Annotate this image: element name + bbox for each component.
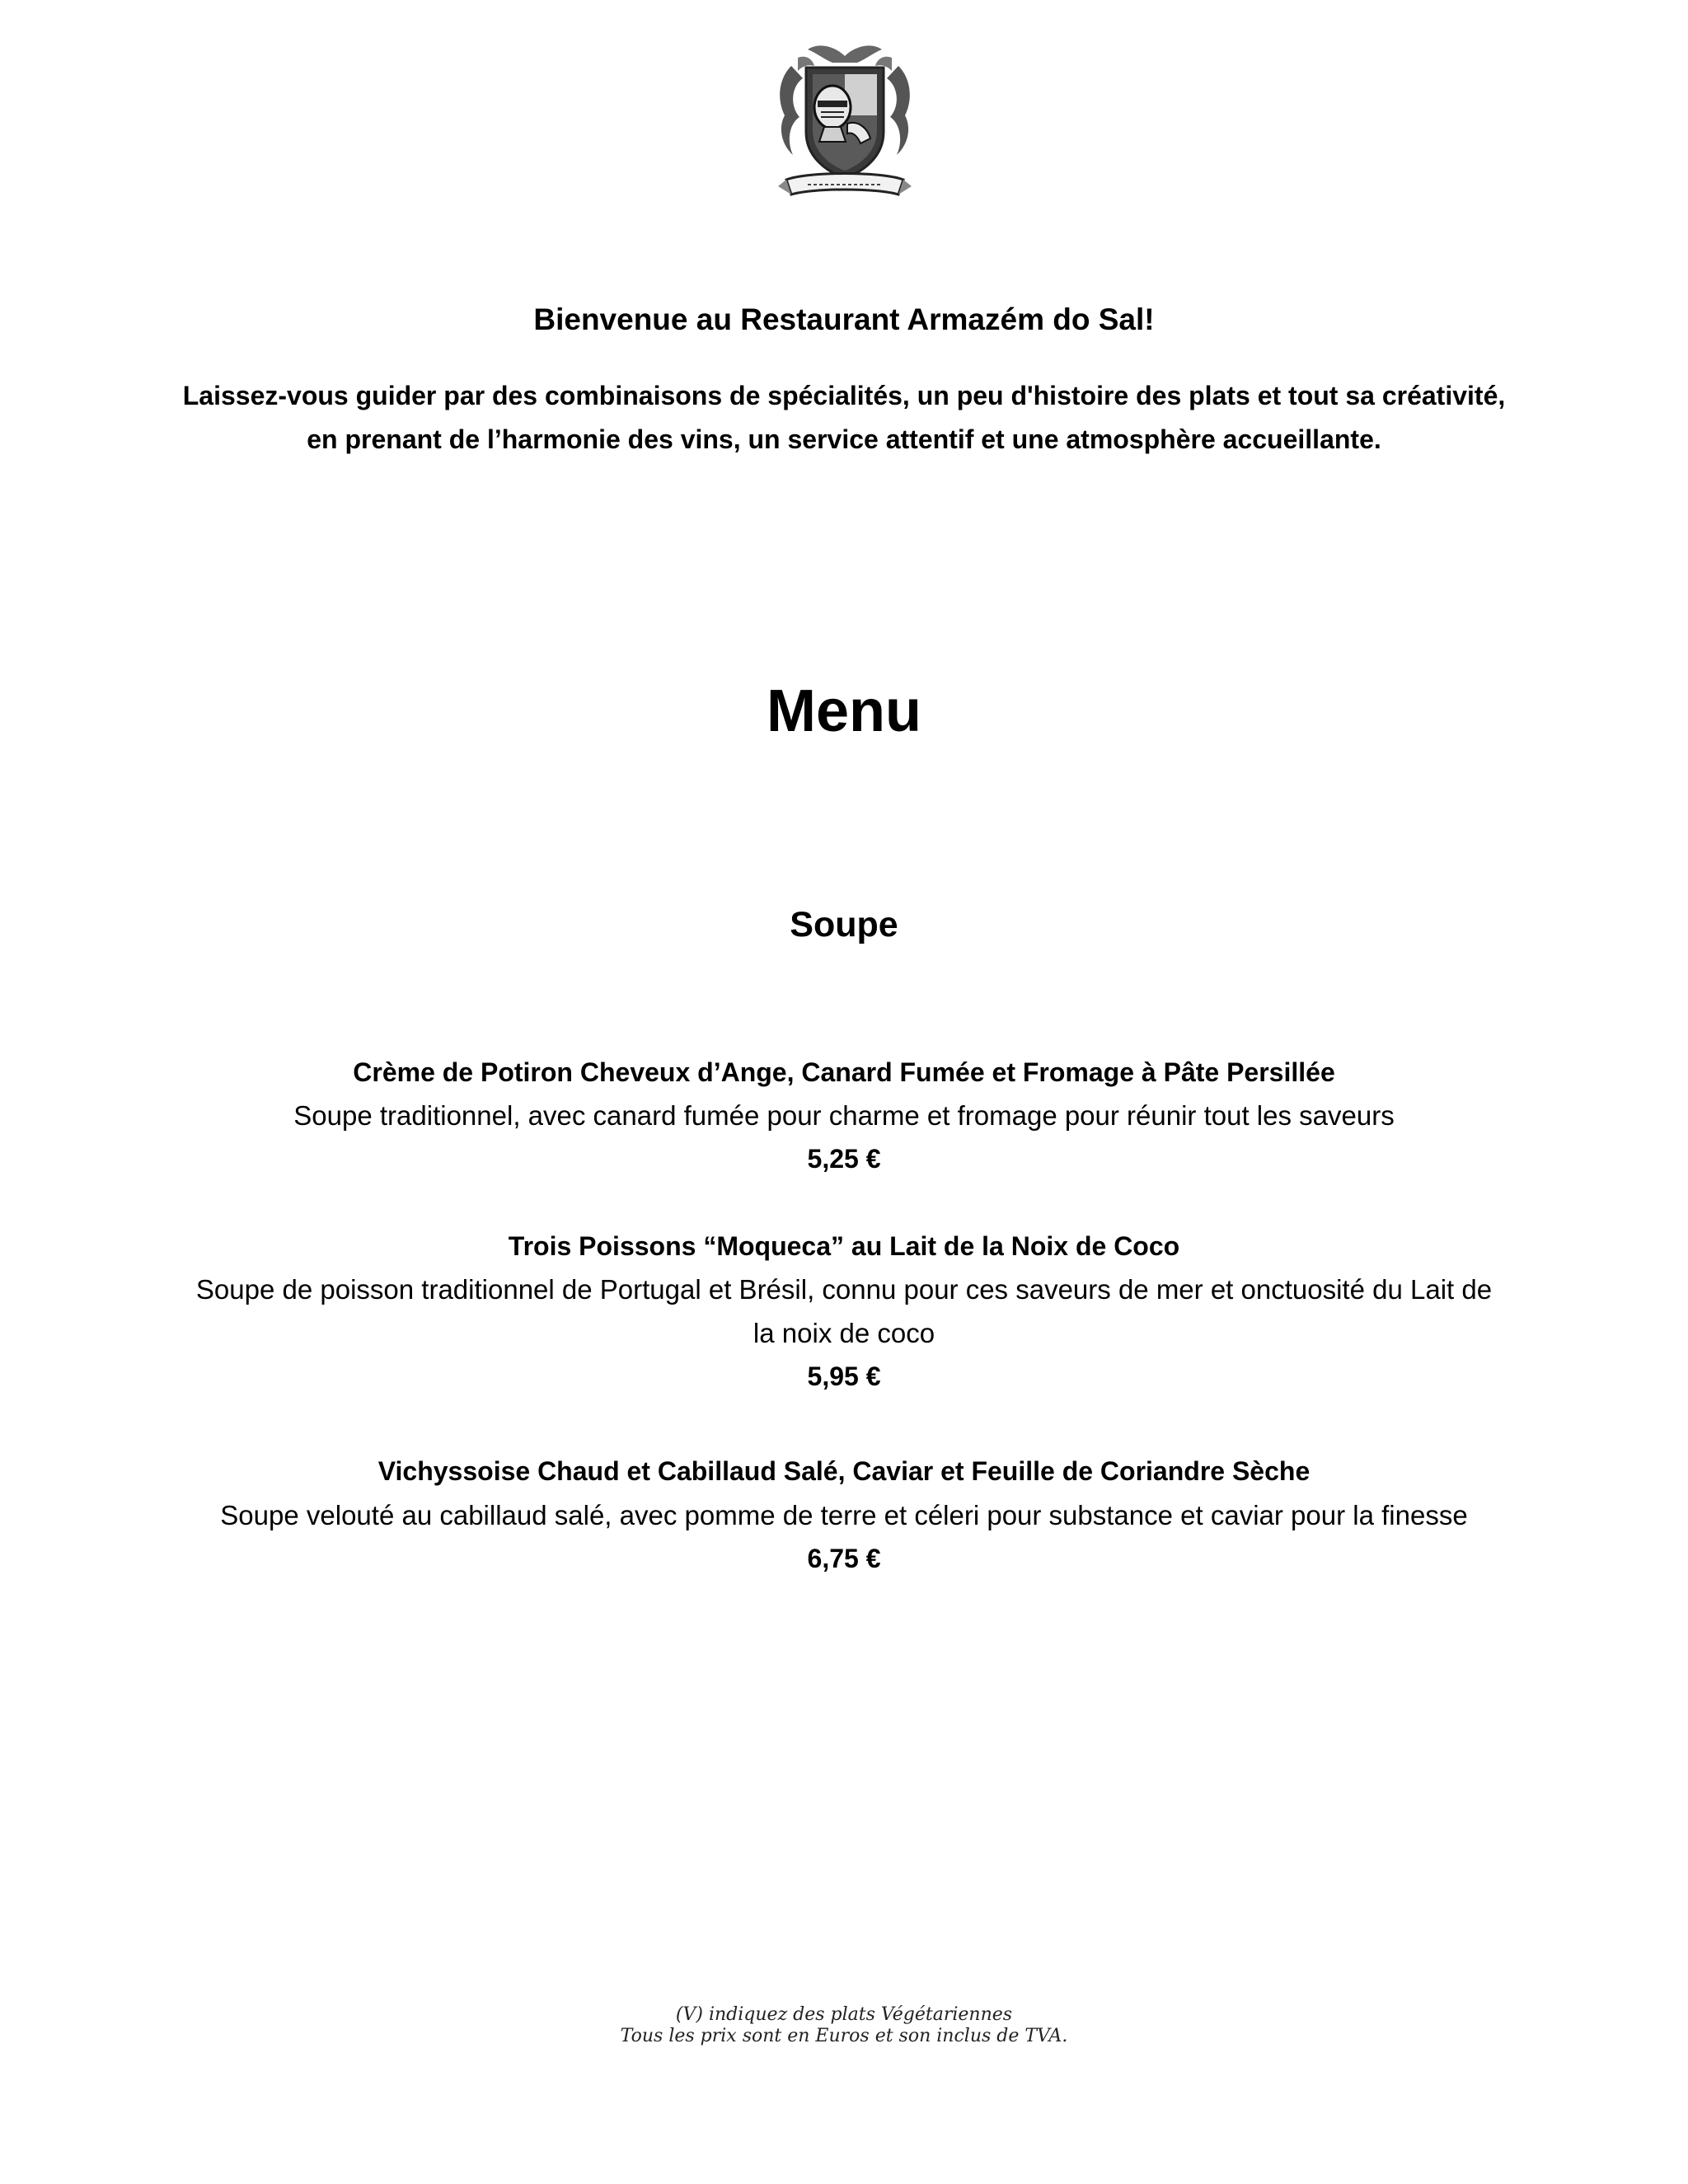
- dish-description: la noix de coco: [753, 1318, 935, 1348]
- dish-name: Vichyssoise Chaud et Cabillaud Salé, Caviar et Feuille de Coriandre Sèche: [377, 1456, 1311, 1486]
- dish-description: Soupe de poisson traditionnel de Portugal et Brésil, connu pour ces saveurs de mer et onctuosité du Lait de: [195, 1274, 1493, 1305]
- intro-text-line-2: en prenant de l’harmonie des vins, un service attentif et une atmosphère accueillante.: [307, 424, 1381, 454]
- dish-name: Trois Poissons “Moqueca” au Lait de la Noix de Coco: [508, 1231, 1180, 1261]
- intro-text-line-1: Laissez-vous guider par des combinaisons de spécialités, un peu d'histoire des plats et tout sa créativité,: [182, 381, 1506, 410]
- dish-name: Crème de Potiron Cheveux d’Ange, Canard Fumée et Fromage à Pâte Persillée: [353, 1057, 1335, 1087]
- dish-price: 5,95 €: [807, 1361, 881, 1391]
- dish-description: Soupe traditionnel, avec canard fumée pour charme et fromage pour réunir tout les saveurs: [293, 1100, 1395, 1131]
- footnote-prices: Tous les prix sont en Euros et son inclus de TVA.: [620, 2026, 1068, 2046]
- footnote-vegetarian: (V) indiquez des plats Végétariennes: [675, 2004, 1013, 2025]
- dish-price: 5,25 €: [807, 1144, 881, 1174]
- crest-knight-helmet-icon: [775, 41, 915, 206]
- section-title: Soupe: [790, 905, 898, 944]
- menu-title: Menu: [767, 678, 921, 744]
- dish-price: 6,75 €: [807, 1544, 881, 1573]
- dish-description: Soupe velouté au cabillaud salé, avec pomme de terre et céleri pour substance et caviar pour la finesse: [220, 1500, 1468, 1530]
- welcome-heading: Bienvenue au Restaurant Armazém do Sal!: [533, 302, 1155, 336]
